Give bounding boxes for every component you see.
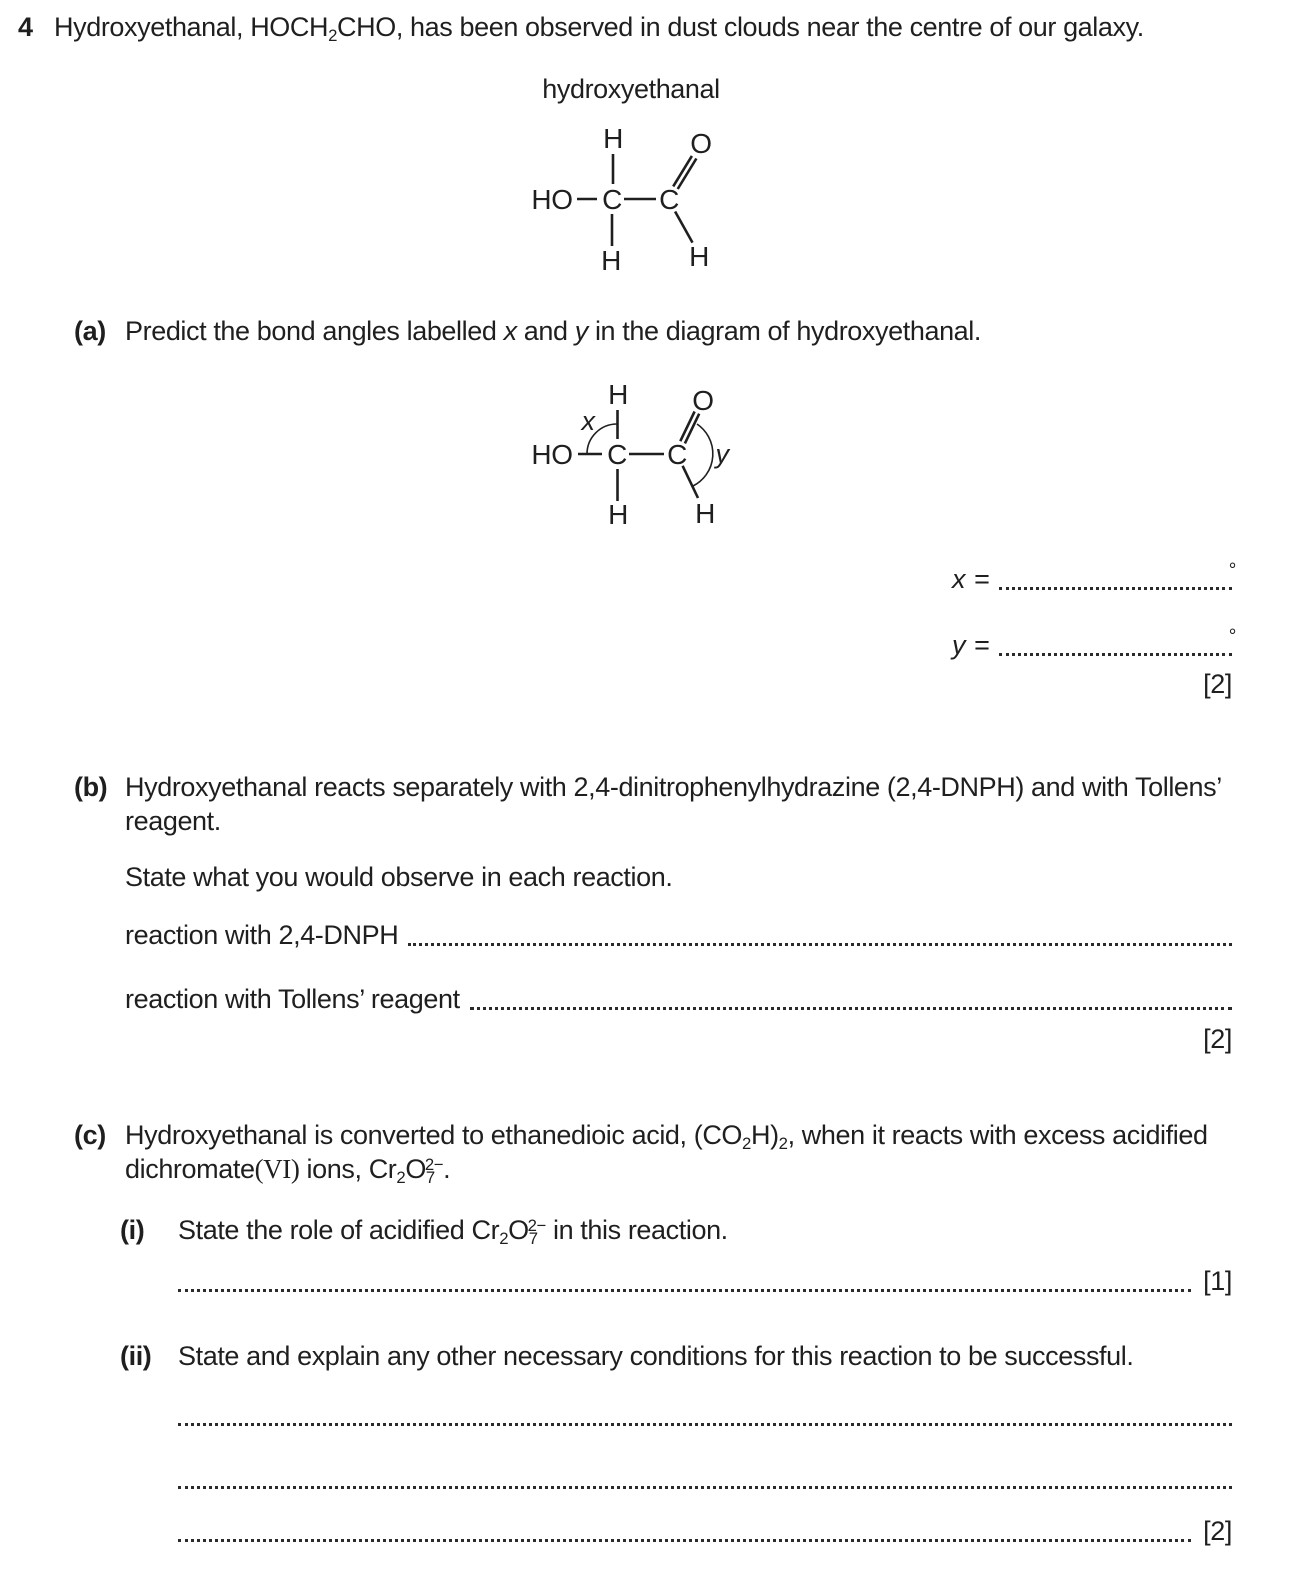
angle-y-arc — [693, 424, 713, 486]
answer-row-dnph-blank[interactable] — [408, 943, 1232, 946]
atom-h-top: H — [608, 379, 628, 410]
part-c-prompt: Hydroxyethanal is converted to ethanedioic acid, $(CO_2H)_2$, when it reacts with excess acidified dichromate(VI) ions, $Cr_2O_7^{2-}$. — [125, 1120, 1208, 1188]
part-c-ii-marks: [2] — [1203, 1516, 1232, 1546]
part-c-i — [120, 1213, 1232, 1247]
answer-row-tollens-blank[interactable] — [470, 1007, 1232, 1010]
part-b-label: (b) — [74, 772, 108, 802]
part-b — [74, 770, 1232, 838]
part-a-label: (a) — [74, 316, 106, 346]
part-c — [74, 1118, 1232, 1186]
atom-c1: C — [602, 184, 622, 215]
atom-c2: C — [659, 184, 679, 215]
molecule-diagram-plain — [516, 118, 746, 286]
molecule-title: hydroxyethanal — [542, 74, 720, 104]
atom-ho: HO — [531, 439, 573, 470]
atom-o: O — [692, 385, 714, 416]
answer-c-i-blank[interactable] — [178, 1289, 1191, 1292]
answer-x-degree: ° — [1228, 560, 1236, 581]
answer-row-dnph — [125, 918, 1232, 952]
atom-o: O — [690, 128, 712, 159]
answer-x-variable: x — [952, 564, 966, 594]
atom-h-right: H — [689, 241, 709, 272]
molecule-diagram-angles — [505, 370, 745, 540]
question-header — [0, 10, 1289, 44]
part-c-ii-prompt: State and explain any other necessary conditions for this reaction to be successful. — [178, 1341, 1134, 1371]
part-a — [74, 314, 1232, 348]
answer-row-tollens-label: reaction with Tollens’ reagent — [125, 984, 460, 1014]
atom-h-top: H — [603, 123, 623, 154]
atom-h-bottom: H — [601, 245, 621, 276]
answer-x-row — [952, 556, 1236, 596]
part-c-label: (c) — [74, 1120, 106, 1150]
bond-c2-h-right — [683, 466, 698, 498]
answer-y-blank[interactable] — [999, 653, 1232, 656]
question-intro: Hydroxyethanal, $HOCH_2CHO$, has been observed in dust clouds near the centre of our galaxy. — [54, 12, 1144, 46]
part-a-prompt: Predict the bond angles labelled x and y in the diagram of hydroxyethanal. — [125, 316, 981, 346]
answer-c-ii-blank-1[interactable] — [178, 1422, 1232, 1426]
atom-h-bottom: H — [608, 499, 628, 530]
part-b-marks: [2] — [1203, 1024, 1232, 1054]
answer-y-equals: = — [974, 630, 990, 660]
part-c-i-marks: [1] — [1203, 1266, 1232, 1296]
answer-y-degree: ° — [1228, 626, 1236, 647]
answer-row-tollens — [125, 982, 1232, 1016]
part-c-i-prompt: State the role of acidified $Cr_2O_7^{2-}$ in this reaction. — [178, 1215, 728, 1249]
atom-h-right: H — [695, 498, 715, 529]
answer-x-equals: = — [974, 564, 990, 594]
question-number: 4 — [18, 12, 33, 42]
answer-x-blank[interactable] — [999, 587, 1232, 590]
answer-c-ii-blank-3[interactable] — [178, 1539, 1191, 1542]
atom-c1: C — [607, 439, 627, 470]
part-c-ii-label: (ii) — [120, 1341, 152, 1371]
part-a-marks: [2] — [1203, 669, 1232, 699]
part-b-instruction: State what you would observe in each reaction. — [125, 862, 673, 892]
answer-row-c-i — [178, 1264, 1232, 1298]
atom-ho: HO — [531, 184, 573, 215]
atom-c2: C — [667, 439, 687, 470]
bond-c2-h-right — [675, 212, 692, 243]
angle-x-label: x — [581, 406, 595, 436]
part-c-i-label: (i) — [120, 1215, 145, 1245]
part-b-prompt: Hydroxyethanal reacts separately with 2,4-dinitrophenylhydrazine (2,4-DNPH) and with Tollens’ reagent. — [125, 772, 1222, 836]
answer-row-dnph-label: reaction with 2,4-DNPH — [125, 920, 399, 950]
part-c-ii — [120, 1339, 1232, 1373]
answer-row-c-ii-3 — [178, 1514, 1232, 1548]
answer-y-variable: y — [952, 630, 966, 660]
answer-y-row — [952, 622, 1236, 662]
angle-y-label: y — [715, 439, 729, 469]
answer-c-ii-blank-2[interactable] — [178, 1485, 1232, 1489]
